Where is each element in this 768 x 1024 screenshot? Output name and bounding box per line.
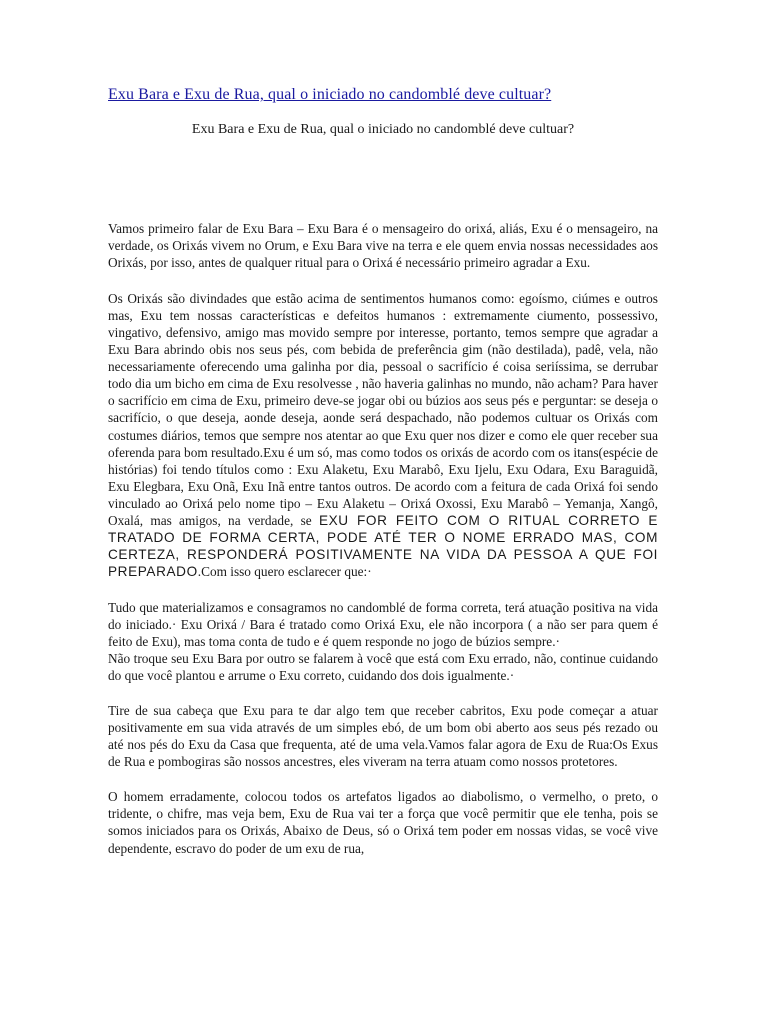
paragraph-exu-bara-intro: Vamos primeiro falar de Exu Bara – Exu Bara é o mensageiro do orixá, aliás, Exu é o mensageiro, na verdade, os Orixás vivem no Orum, e Exu Bara vive na terra e ele quem envia nossas necessidades aos Orixás, por isso, antes de qualquer ritual para o Orixá é necessário primeiro agradar a Exu. [108,221,658,271]
document-title-link[interactable]: Exu Bara e Exu de Rua, qual o iniciado no candomblé deve cultuar? [108,86,552,103]
paragraph-orixas-text: Os Orixás são divindades que estão acima de sentimentos humanos como: egoísmo, ciúmes e outros mas, Exu tem nossas características e defeitos humanos : extremamente ciumento, possessivo, vingativo, defensivo, amigo mas movido sempre por interesse, portanto, temos sempre que agradar a Exu Bara abrindo obis nos seus pés, com bebida de preferência gim (não destilada), padê, vela, não necessariamente oferecendo uma galinha por dia, pessoal o sacrifício é coisa seriíssima, se derrubar todo dia um bicho em cima de Exu resolvesse , não haveria galinhas no mundo, não acham? Para haver o sacrifício em cima de Exu, primeiro deve-se jogar obi ou búzios aos seus pés e perguntar: se deseja o sacrifício, o que deseja, aonde deseja, aonde será despachado, não podemos cultuar os Orixás com costumes diários, temos que sempre nos atentar ao que Exu quer nos dizer e como ele quer receber sua oferenda para bom resultado.Exu é um só, mas como todos os orixás de acordo com os itans(espécie de histórias) foi tendo títulos como : Exu Alaketu, Exu Marabô, Exu Ijelu, Exu Odara, Exu Baraguidã, Exu Elegbara, Exu Onã, Exu Inã entre tantos outros. De acordo com a feitura de cada Orixá foi sendo vinculado ao Orixá pelo nome tipo – Exu Alaketu – Orixá Oxossi, Exu Marabô – Yemanja, Xangô, Oxalá, mas amigos, na verdade, se [108,291,658,528]
document-subtitle: Exu Bara e Exu de Rua, qual o iniciado no candomblé deve cultuar? [191,122,575,137]
paragraph-orixas-caps: EXU FOR FEITO COM O RITUAL CORRETO E TRATADO DE FORMA CERTA, PODE ATÉ TER O NOME ERRADO MAS, COM CERTEZA, RESPONDERÁ POSITIVAMENTE NA VIDA DA PESSOA A QUE FOI PREPARADO [108,512,658,579]
paragraph-nao-troque: Não troque seu Exu Bara por outro se falarem à você que está com Exu errado, não, continue cuidando do que você plantou e arrume o Exu correto, cuidando dos dois igualmente.· [108,651,658,684]
paragraph-homem-erradamente: O homem erradamente, colocou todos os artefatos ligados ao diabolismo, o vermelho, o preto, o tridente, o chifre, mas veja bem, Exu de Rua vai ter a força que você permitir que ele tenha, pois se somos iniciados para os Orixás, Abaixo de Deus, só o Orixá tem poder em nossas vidas, se você vive dependente, escravo do poder de um exu de rua, [108,789,658,856]
paragraph-orixas [108,290,658,580]
paragraph-orixas-tail: .Com isso quero esclarecer que:· [197,563,372,579]
document-page [108,86,658,857]
paragraph-tire-de-sua-cabeca: Tire de sua cabeça que Exu para te dar algo tem que receber cabritos, Exu pode começar a atuar positivamente em sua vida através de um simples ebó, de um bom obi aberto aos seus pés rezado ou até nos pés do Exu da Casa que frequenta, até de uma vela.Vamos falar agora de Exu de Rua:Os Exus de Rua e pombogiras são nossos ancestres, eles viveram na terra atuam como nossos protetores. [108,703,658,770]
paragraph-materializamos: Tudo que materializamos e consagramos no candomblé de forma correta, terá atuação positiva na vida do iniciado.· Exu Orixá / Bara é tratado como Orixá Exu, ele não incorpora ( a não ser para quem é feito de Exu), mas toma conta de tudo e é quem responde no jogo de búzios sempre.· [108,599,658,650]
